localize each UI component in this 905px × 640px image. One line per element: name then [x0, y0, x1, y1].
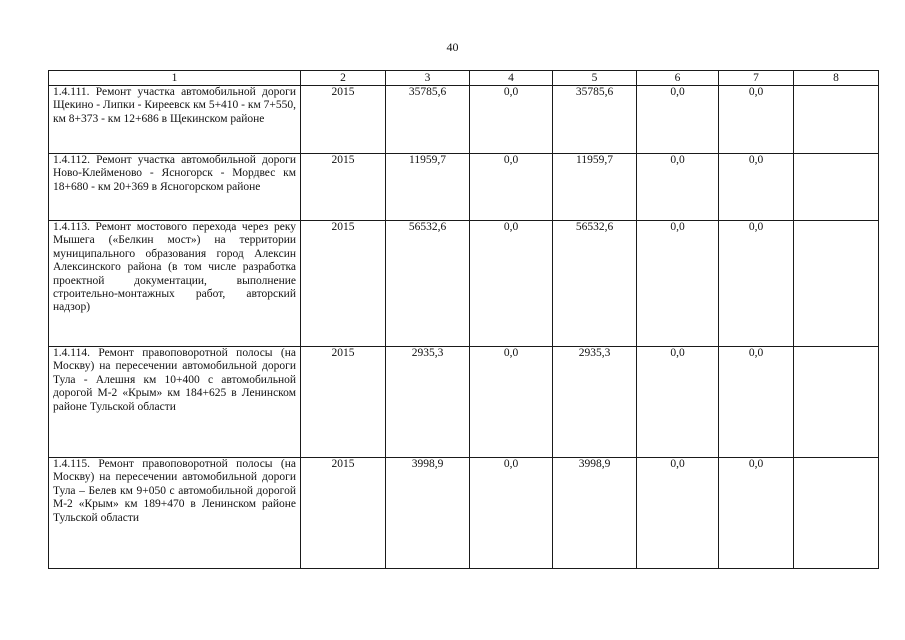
table-row	[49, 221, 879, 347]
row-total: 3998,9	[386, 458, 470, 569]
row-year: 2015	[301, 347, 386, 458]
row-col6: 0,0	[637, 86, 719, 154]
row-col4: 0,0	[470, 458, 553, 569]
row-total: 2935,3	[386, 347, 470, 458]
row-total: 35785,6	[386, 86, 470, 154]
row-col6: 0,0	[637, 347, 719, 458]
row-year: 2015	[301, 86, 386, 154]
budget-table	[48, 70, 879, 569]
row-col4: 0,0	[470, 347, 553, 458]
row-col5: 2935,3	[553, 347, 637, 458]
row-col8	[794, 458, 879, 569]
row-total: 11959,7	[386, 154, 470, 221]
header-row	[49, 71, 879, 86]
row-col4: 0,0	[470, 154, 553, 221]
row-col6: 0,0	[637, 458, 719, 569]
row-col7: 0,0	[719, 458, 794, 569]
row-col4: 0,0	[470, 221, 553, 347]
row-description: 1.4.111. Ремонт участка автомобильной дороги Щекино - Липки - Киреевск км 5+410 - км 7+550, км 8+373 - км 12+686 в Щекинском районе	[49, 86, 301, 154]
row-col8	[794, 154, 879, 221]
row-col7: 0,0	[719, 347, 794, 458]
header-cell-3: 3	[386, 71, 470, 86]
row-col8	[794, 347, 879, 458]
table-row	[49, 458, 879, 569]
row-col4: 0,0	[470, 86, 553, 154]
header-cell-5: 5	[553, 71, 637, 86]
row-col5: 56532,6	[553, 221, 637, 347]
row-description: 1.4.114. Ремонт правоповоротной полосы (на Москву) на пересечении автомобильной дороги Тула - Алешня км 10+400 с автомобильной дорогой М-2 «Крым» км 184+625 в Ленинском районе Тульской области	[49, 347, 301, 458]
header-cell-2: 2	[301, 71, 386, 86]
row-col7: 0,0	[719, 86, 794, 154]
row-col8	[794, 86, 879, 154]
row-col5: 35785,6	[553, 86, 637, 154]
header-cell-7: 7	[719, 71, 794, 86]
row-year: 2015	[301, 458, 386, 569]
row-col7: 0,0	[719, 154, 794, 221]
page-number: 40	[446, 40, 459, 54]
row-description: 1.4.113. Ремонт мостового перехода через реку Мышега («Белкин мост») на территории муниципального образования город Алексин Алексинского района (в том числе разработка проектной документации, выполнение строительно-монтажных работ, авторский надзор)	[49, 221, 301, 347]
header-cell-8: 8	[794, 71, 879, 86]
header-cell-1: 1	[49, 71, 301, 86]
table-row	[49, 347, 879, 458]
row-col8	[794, 221, 879, 347]
header-cell-6: 6	[637, 71, 719, 86]
row-col6: 0,0	[637, 221, 719, 347]
row-year: 2015	[301, 154, 386, 221]
row-description: 1.4.115. Ремонт правоповоротной полосы (на Москву) на пересечении автомобильной дороги Тула – Белев км 9+050 с автомобильной дорогой М-2 «Крым» км 189+470 в Ленинском районе Тульской области	[49, 458, 301, 569]
row-col5: 3998,9	[553, 458, 637, 569]
row-description: 1.4.112. Ремонт участка автомобильной дороги Ново-Клейменово - Ясногорск - Мордвес км 18+680 - км 20+369 в Ясногорском районе	[49, 154, 301, 221]
header-cell-4: 4	[470, 71, 553, 86]
row-year: 2015	[301, 221, 386, 347]
table-row	[49, 86, 879, 154]
row-col6: 0,0	[637, 154, 719, 221]
table-row	[49, 154, 879, 221]
row-col5: 11959,7	[553, 154, 637, 221]
row-col7: 0,0	[719, 221, 794, 347]
row-total: 56532,6	[386, 221, 470, 347]
